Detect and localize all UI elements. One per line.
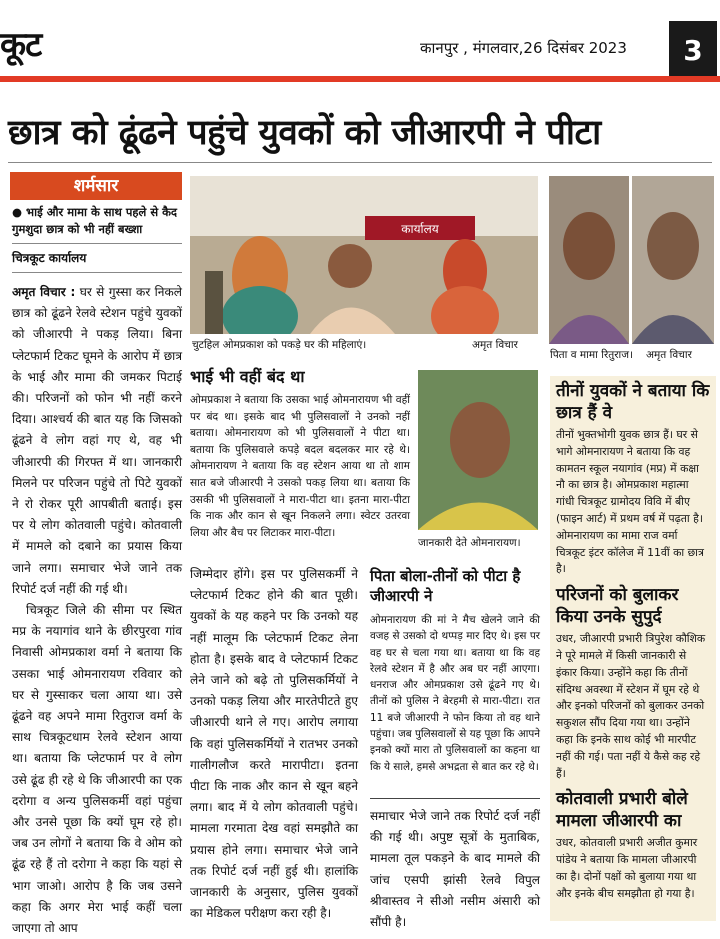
sidebar bbox=[550, 376, 716, 921]
sidebar-text-3: उधर, कोतवाली प्रभारी अजीत कुमार पांडेय ने बताया कि मामला जीआरपी का है। दोनों पक्षों को बुलाया गया था और इनके बीच समझौता हो गया है। bbox=[556, 836, 698, 900]
column-2: जिम्मेदार होंगे। इस पर पुलिसकर्मी ने प्लेटफार्म टिकट होने की बात पूछी। युवकों के यह कहने पर कि उनको यह नहीं मालूम कि प्लेटफार्म टिकट लेना होता है। इसके बाद वे प्लेटफार्म टिकट लेने जाने को बढ़े तो पुलिसकर्मियों ने उनको पकड़ लिया और मारतेपीटते हुए जीआरपी थाने ले गए। आरोप लगाया कि वहां पुलिसकर्मियों ने रातभर उनको गालीगलौज करते मारापीटा। इतना पीटा कि नाक और कान से खून बहने लगा। बाद में ये लोग कोतवाली पहुंचे। मामला गरमाता देख वहां समझौते का प्रयास होने लगा। समाचार भेजे जाने तक रिपोर्ट दर्ज नहीं हुई थी। हालांकि जानकारी के अनुसार, पुलिस युवकों का मेडिकल परीक्षण करा रही है। bbox=[190, 567, 358, 921]
deck-rule bbox=[12, 243, 182, 244]
sidebar-section-3 bbox=[550, 782, 716, 902]
photo-father bbox=[549, 176, 629, 344]
box2 bbox=[370, 566, 540, 775]
sidebar-section-1 bbox=[550, 376, 716, 578]
box2-rule bbox=[370, 798, 540, 799]
photo2-credit: अमृत विचार bbox=[646, 349, 692, 361]
lead-paragraph bbox=[12, 282, 182, 600]
sidebar-title-2: परिजनों को बुलाकर किया उनके सुपुर्द bbox=[556, 585, 679, 628]
deck-text: भाई और मामा के साथ पहले से कैद गुमशुदा छात्र को भी नहीं बख्शा bbox=[12, 205, 178, 236]
story-deck bbox=[12, 204, 182, 238]
column-3: समाचार भेजे जाने तक रिपोर्ट दर्ज नहीं की गई थी। अपुष्ट सूत्रों के मुताबिक, मामला तूल पकड़ने के बाद मामले की जांच एसपी झांसी रेलवे विपुल श्रीवास्तव ने सीओ नसीम अंसारी को सौंपी है। bbox=[370, 809, 540, 930]
dateline: कानपुर , मंगलवार,26 दिसंबर 2023 bbox=[420, 39, 627, 57]
page-number: 3 bbox=[669, 21, 717, 81]
photo-omnarayan-image bbox=[418, 370, 538, 530]
photo3-caption: जानकारी देते ओमनारायण। bbox=[418, 537, 521, 549]
sidebar-title-3: कोतवाली प्रभारी बोले मामला जीआरपी का bbox=[556, 789, 688, 832]
bullet-icon: ● bbox=[12, 205, 27, 219]
col1-para-1: घर से गुस्सा कर निकले छात्र को ढूंढने रेलवे स्टेशन पहुंचे युवकों को जीआरपी ने पकड़ लिया। बिना प्लेटफार्म टिकट घूमने के आरोप में छात्र के भाई और मामा की जमकर पिटाई की। परिजनों को फोन भी नहीं करने दिया। आश्चर्य की बात यह कि जिसको ढूंढने वे लोग वहां गए थे, वह भी जीआरपी की गिरफ्त में था। जानकारी मिलने पर परिजन पहुंचे तो पिटे युवकों ने रो रोकर पूरी आपबीती बताई। इस पर ये लोग कोतवाली पहुंचे। कोतवाली में मामले को दबाने का प्रयास किया जाने लगा। समाचार भेजे जाने तक रिपोर्ट दर्ज नहीं की गई थी। bbox=[12, 285, 182, 596]
box1 bbox=[190, 366, 410, 541]
sidebar-text-2: उधर, जीआरपी प्रभारी त्रिपुरेश कौशिक ने पूरे मामले में किसी जानकारी से इंकार किया। उन्होंने कहा कि तीनों संदिग्ध अवस्था में स्टेशन में घूम रहे थे और इनको परिजनों को बुलाकर उनको सकुशल सौंप दिया गया था। उन्होंने कहा कि इनके साथ कोई भी मारपीट नहीं की गई। पता नहीं ये कैसे कह रहे हैं। bbox=[556, 632, 706, 780]
photo-group-image bbox=[190, 176, 538, 334]
photo-uncle-image bbox=[632, 176, 714, 344]
box2-text: ओमनारायण की मां ने मैच खेलने जाने की वजह से उसको दो थप्पड़ मार दिए थे। इस पर वह घर से चला गया था। बताया था कि वह रेलवे स्टेशन में है और अब घर नहीं आएगा। धनराज और ओमप्रकाश उसे ढूंढने गए थे। तीनों को पुलिस ने बेरहमी से मारा-पीटा। रात 11 बजे जीआरपी ने फोन किया तो वह थाने पहुंचा। जब पुलिसवालों से यह पूछा कि आपने इनको क्यों मारा तो पुलिसवालों का कहना था कि ये साले, हमसे अभद्रता से बात कर रहे थे। bbox=[370, 614, 540, 773]
dept-line: चित्रकूट कार्यालय bbox=[12, 251, 87, 265]
box1-text: ओमप्रकाश ने बताया कि उसका भाई ओमनारायण भी वहीं पर बंद था। इसके बाद भी पुलिसवालों ने उनको नहीं बताया। ओमनारायण को भी पुलिसवालों ने पीटा था। बताया कि पुलिसवाले कपड़े बदल बदलकर मार रहे थे। ओमनारायण ने बताया कि वह स्टेशन आया था तो शाम सात बजे जीआरपी ने उसको पकड़ लिया था। बताया कि उसकी भी पुलिसवालों ने मारा-पीटा था। इतना मारा-पीटा कि नाक और कान से खून निकलने लगा। स्वेटर उतरवा लिया और बैच पर लिटाकर मारा-पीटा। bbox=[190, 394, 410, 539]
box1-title: भाई भी वहीं बंद था bbox=[190, 367, 305, 386]
sign-text: कार्यालय bbox=[401, 222, 439, 236]
kicker-label: शर्मसार bbox=[10, 172, 182, 200]
dept-rule bbox=[12, 272, 182, 273]
sidebar-text-1: तीनों भुक्तभोगी युवक छात्र हैं। घर से भागे ओमनारायण ने बताया कि वह कामतन स्कूल नयागांव (मप्र) में कक्षा नौ का छात्र है। ओमप्रकाश महात्मा गांधी चित्रकूट ग्रामोदय विवि में बीए (फाइन आर्ट) में प्रथम वर्ष में पढ़ता है। ओमनारायण का मामा राज वर्मा चित्रकूट इंटर कॉलेज में 11वीं का छात्र है। bbox=[556, 428, 704, 576]
photo-father-image bbox=[549, 176, 629, 344]
sidebar-title-1: तीनों युवकों ने बताया कि छात्र हैं वे bbox=[556, 381, 710, 423]
col1-para-2: चित्रकूट जिले की सीमा पर स्थित मप्र के नयागांव थाने के छीरपुरवा गांव निवासी ओमप्रकाश वर्मा ने बताया कि उसका भाई ओमनारायण रविवार को घर से गुस्साकर चला आया था। उसे ढूंढने वह अपने मामा रितुराज वर्मा के साथ चित्रकूटधाम रेलवे स्टेशन आया था। बताया कि प्लेटफार्म पर वे लोग उसे ढूंढ ही रहे थे कि जीआरपी का एक दरोगा व अन्य पुलिसकर्मी वहां पहुंचा और उनसे पूछा कि क्यों घूम रहे हो। जब उन लोगों ने बताया कि वे ओम को ढूंढ रहे हैं तो दरोगा ने कहा कि यहां से भाग जाओ। आरोप है कि जब उसने कहा कि अगर मेरा भाई कहीं चला जाएगा तो आप bbox=[12, 603, 182, 936]
headline: छात्र को ढूंढने पहुंचे युवकों को जीआरपी ने पीटा bbox=[8, 113, 601, 153]
sidebar-section-2 bbox=[550, 578, 716, 782]
photo-group bbox=[190, 176, 538, 334]
photo1-credit: अमृत विचार bbox=[472, 339, 518, 351]
photo-uncle bbox=[632, 176, 714, 344]
column-1 bbox=[12, 282, 182, 939]
box2-title: पिता बोला-तीनों को पीटा है जीआरपी ने bbox=[370, 567, 521, 605]
masthead-name: कूट bbox=[0, 25, 42, 65]
lead-label: अमृत विचार : bbox=[12, 285, 76, 299]
photo2-caption: पिता व मामा रितुराज। bbox=[550, 349, 634, 361]
accent-rule bbox=[0, 76, 720, 82]
photo-omnarayan bbox=[418, 370, 538, 530]
headline-rule bbox=[8, 162, 712, 163]
photo1-caption: चुटहिल ओमप्रकाश को पकड़े घर की महिलाएं। bbox=[192, 339, 367, 351]
